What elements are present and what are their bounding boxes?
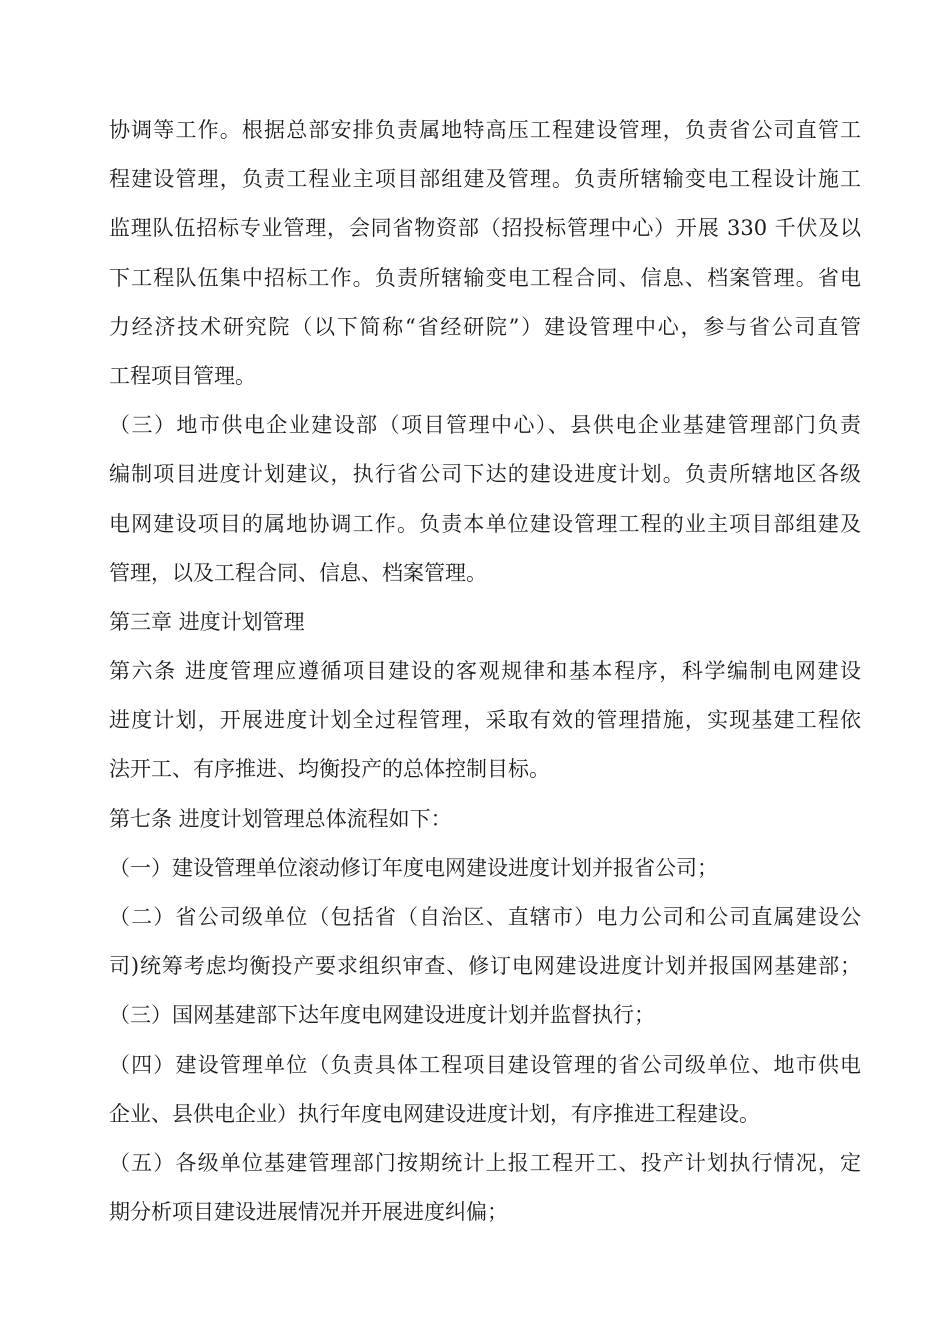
text-line: 下工程队伍集中招标工作。负责所辖输变电工程合同、信息、档案管理。省电 — [109, 265, 861, 290]
text-line: 电网建设项目的属地协调工作。负责本单位建设管理工程的业主项目部组建及 — [109, 511, 861, 536]
text-line: 法开工、有序推进、均衡投产的总体控制目标。 — [109, 757, 550, 782]
text-line: 企业、县供电企业）执行年度电网建设进度计划，有序推进工程建设。 — [109, 1101, 760, 1126]
text-line: （三）国网基建部下达年度电网建设进度计划并监督执行； — [109, 1003, 655, 1028]
text-line: 第三章 进度计划管理 — [109, 609, 305, 634]
text-line: （一）建设管理单位滚动修订年度电网建设进度计划并报省公司； — [109, 855, 718, 880]
text-line: 工程项目管理。 — [109, 363, 256, 388]
text-line: 程建设管理，负责工程业主项目部组建及管理。负责所辖输变电工程设计施工 — [109, 167, 861, 192]
text-line: 编制项目进度计划建议，执行省公司下达的建设进度计划。负责所辖地区各级 — [109, 462, 861, 487]
body-text — [109, 106, 861, 1237]
text-line: 第六条 进度管理应遵循项目建设的客观规律和基本程序，科学编制电网建设 — [109, 659, 861, 684]
text-line: 监理队伍招标专业管理，会同省物资部（招投标管理中心）开展 330 千伏及以 — [109, 216, 861, 241]
text-line: （四）建设管理单位（负责具体工程项目建设管理的省公司级单位、地市供电 — [109, 1052, 861, 1077]
text-line: 协调等工作。根据总部安排负责属地特高压工程建设管理，负责省公司直管工 — [109, 118, 861, 142]
text-line: （三）地市供电企业建设部（项目管理中心）、县供电企业基建管理部门负责 — [109, 413, 861, 438]
text-line: 第七条 进度计划管理总体流程如下： — [109, 806, 452, 831]
text-line: 期分析项目建设进展情况并开展进度纠偏； — [109, 1200, 508, 1225]
text-line: （五）各级单位基建管理部门按期统计上报工程开工、投产计划执行情况，定 — [109, 1150, 861, 1175]
text-line: 管理，以及工程合同、信息、档案管理。 — [109, 560, 487, 585]
text-line: （二）省公司级单位（包括省（自治区、直辖市）电力公司和公司直属建设公 — [109, 905, 861, 929]
text-line: 力经济技术研究院（以下简称“省经研院”）建设管理中心，参与省公司直管 — [109, 314, 861, 339]
text-line: 司)统筹考虑均衡投产要求组织审查、修订电网建设进度计划并报国网基建部； — [109, 954, 861, 979]
text-line: 进度计划，开展进度计划全过程管理，采取有效的管理措施，实现基建工程依 — [109, 708, 861, 733]
